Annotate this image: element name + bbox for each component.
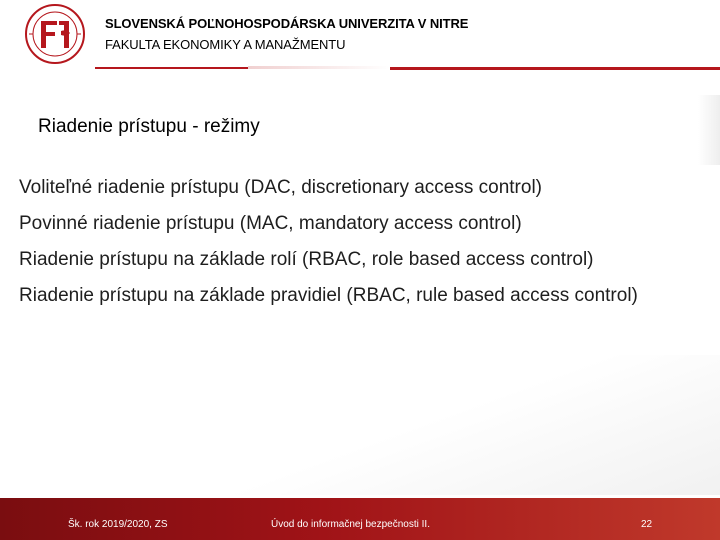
header-divider (390, 67, 720, 70)
footer-course-name: Úvod do informačnej bezpečnosti II. (271, 519, 430, 530)
header-divider (95, 67, 248, 69)
university-name: SLOVENSKÁ POĽNOHOSPODÁRSKA UNIVERZITA V NITRE (105, 16, 469, 31)
faculty-name: FAKULTA EKONOMIKY A MANAŽMENTU (105, 37, 346, 52)
list-item: Voliteľné riadenie prístupu (DAC, discretionary access control) (19, 177, 543, 198)
decorative-shade (0, 355, 720, 495)
list-item: Riadenie prístupu na základe rolí (RBAC, role based access control) (19, 249, 594, 270)
slide-title: Riadenie prístupu - režimy (38, 116, 260, 137)
list-item: Povinné riadenie prístupu (MAC, mandatory access control) (19, 213, 522, 234)
header-divider-shade (248, 66, 390, 69)
footer-academic-year: Šk. rok 2019/2020, ZS (68, 519, 168, 530)
page-number: 22 (641, 519, 653, 530)
list-item: Riadenie prístupu na základe pravidiel (RBAC, rule based access control) (19, 285, 638, 306)
university-logo (17, 3, 93, 65)
bullet-list (19, 172, 638, 316)
decorative-shade (698, 95, 720, 165)
